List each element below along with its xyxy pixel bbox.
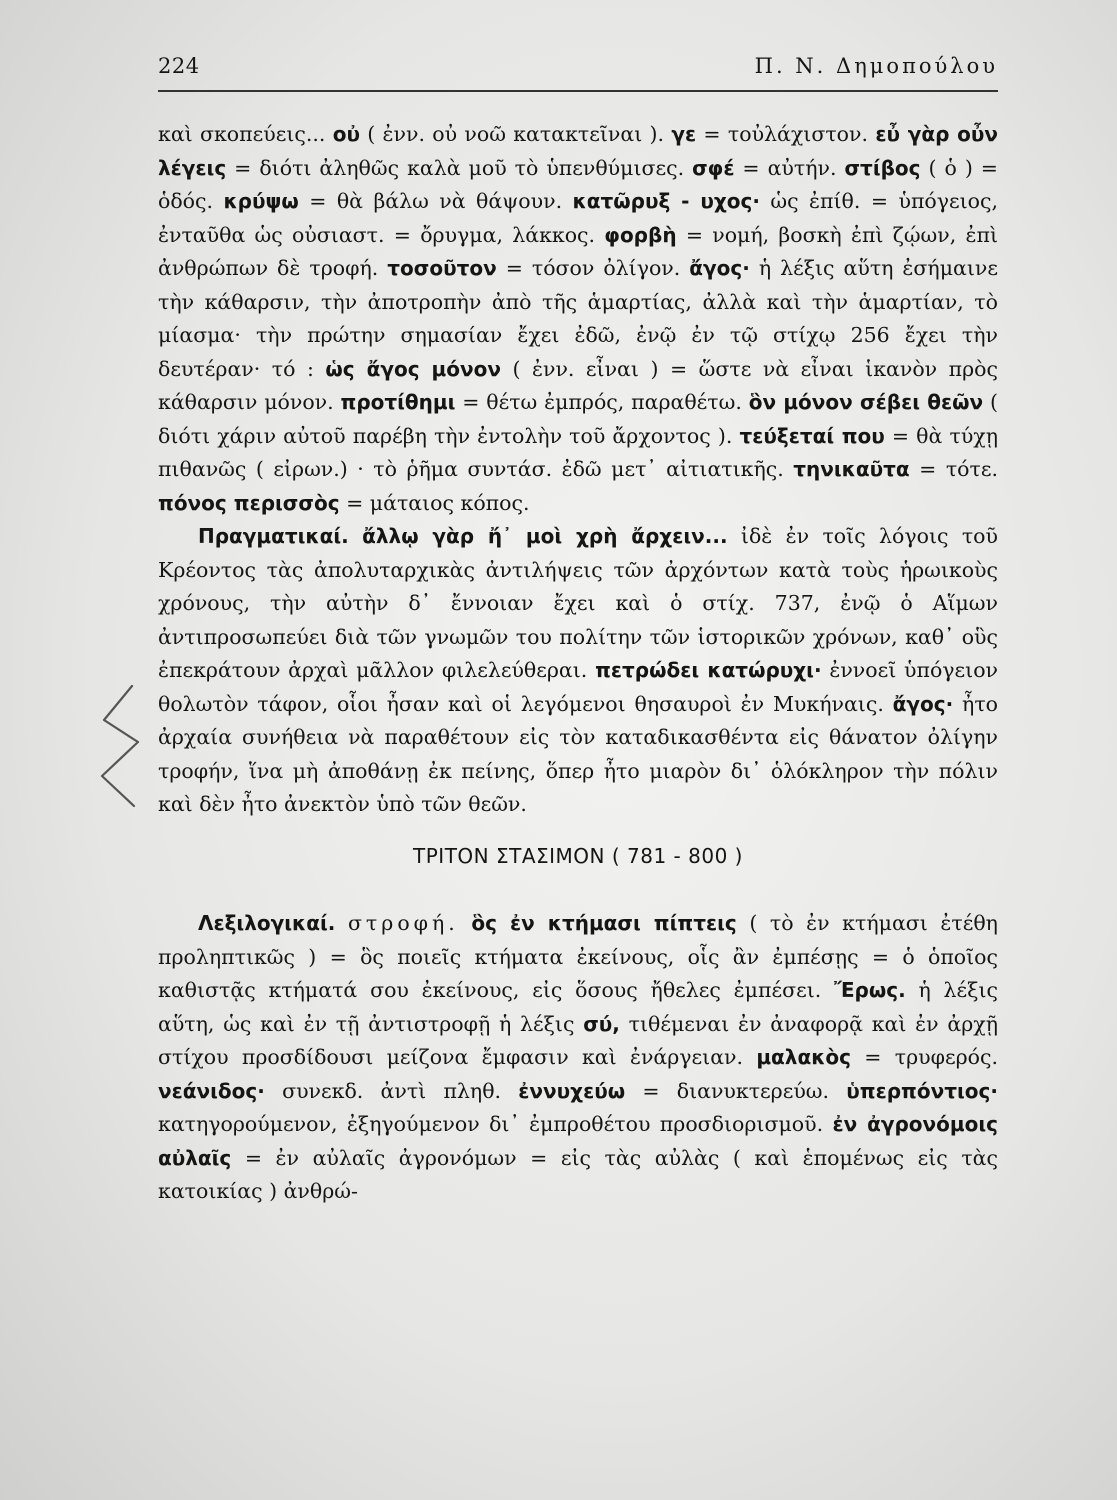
keyword: μαλακὸς <box>756 1045 852 1069</box>
keyword: πετρώδει κατώρυχι· <box>595 658 822 682</box>
keyword: ἐν ἀγρονόμοις αὐλαῖς <box>158 1112 999 1170</box>
text: τιθέμεναι ἐν ἀναφορᾷ καὶ ἐν ἀρχῇ στίχου προσδίδουσι μείζονα ἔμφασιν καὶ ἐνάργειαν. <box>158 1011 998 1069</box>
text: ( ἐνν. εἶναι ) = ὥστε νὰ εἶναι ἱκανὸν πρὸς κάθαρσιν μόνον. <box>158 356 998 414</box>
keyword: ὃν μόνον σέβει θεῶν <box>748 390 984 414</box>
text: ( διότι χάριν αὐτοῦ παρέβη τὴν ἐντολὴν τοῦ ἄρχοντος ). <box>158 390 998 448</box>
keyword: ἄγος· <box>892 691 954 716</box>
strophe-label: στροφή. <box>347 911 459 935</box>
text: = θὰ βάλω νὰ θάψουν. <box>298 189 573 213</box>
text: ( ἐνν. οὐ νοῶ κατακτεῖναι ). <box>359 122 672 146</box>
keyword: πόνος περισσὸς <box>158 490 340 515</box>
section-title: ΤΡΙΤΟΝ ΣΤΑΣΙΜΟΝ ( 781 - 800 ) <box>413 843 743 868</box>
keyword: προτίθημι <box>340 390 456 414</box>
keyword: ἄγος· <box>689 256 750 280</box>
text: ἰδὲ ἐν τοῖς λόγοις τοῦ Κρέοντος τὰς ἀπολυταρχικὰς ἀντιλήψεις τῶν ἀρχόντων κατὰ τοὺς ἡρωικοὺς χρόνους, τὴν αὐτὴν δ᾿ ἔννοιαν ἔχει καὶ ὁ στίχ. 737, ἐνῷ ὁ Αἵμων ἀντιπροσωπεύει διὰ τῶν γνωμῶν του πολίτην τῶν ἱστορικῶν χρόνων, καθ᾿ οὓς ἐπεκράτουν ἀρχαὶ μᾶλλον φιλελεύθεραι. <box>158 524 998 682</box>
text: = αὐτήν. <box>734 155 845 180</box>
text: = τοὐλάχιστον. <box>696 122 876 146</box>
keyword: ἐννυχεύω <box>518 1078 626 1103</box>
keyword: νεάνιδος· <box>158 1078 265 1103</box>
text: = τόσον ὀλίγον. <box>496 256 690 280</box>
keyword: Ἔρως. <box>834 978 906 1002</box>
paragraph-factual-notes <box>158 520 998 822</box>
handwritten-margin-mark <box>92 678 152 818</box>
text: ( ὁ ) = ὁδός. <box>158 155 998 213</box>
keyword: σύ, <box>583 1011 620 1036</box>
text: = διότι ἀληθῶς καλὰ μοῦ τὸ ὑπενθύμισες. <box>226 155 693 180</box>
keyword: ἄλλῳ γὰρ ἤ᾿ μοὶ χρὴ ἄρχειν... <box>362 524 728 548</box>
text: = μάταιος κόπος. <box>339 490 530 515</box>
text: ( τὸ ἐν κτήμασι ἐτέθη προληπτικῶς ) = ὃς ποιεῖς κτήματα ἐκείνους, οἷς ἂν ἐμπέσῃς = ὁ ὁποῖος καθιστᾷς κτήματά σου ἐκείνους, εἰς ὅσους ἤθελες ἐμπέσει. <box>158 911 998 1002</box>
text: ἡ λέξις αὕτη, ὡς καὶ ἐν τῇ ἀντιστροφῇ ἡ λέξις <box>158 978 998 1036</box>
text: ἡ λέξις αὕτη ἐσήμαινε τὴν κάθαρσιν, τὴν ἀποτροπὴν ἀπὸ τῆς ἁμαρτίας, ἀλλὰ καὶ τὴν ἁμαρτίαν, τὸ μίασμα· τὴν πρώτην σημασίαν ἔχει ἐδῶ, ἐνῷ ἐν τῷ στίχῳ 256 ἔχει τὴν δευτέραν· τό : <box>158 256 998 381</box>
text: = νομή, βοσκὴ ἐπὶ ζῴων, ἐπὶ ἀνθρώπων δὲ τροφή. <box>158 222 998 280</box>
keyword: γε <box>671 122 697 146</box>
text: ἦτο ἀρχαία συνήθεια νὰ παραθέτουν εἰς τὸν καταδικασθέντα εἰς θάνατον ὀλίγην τροφήν, ἵνα μὴ ἀποθάνῃ ἐκ πείνης, ὅπερ ἦτο μιαρὸν δι᾿ ὁλόκληρον τὴν πόλιν καὶ δὲν ἦτο ἀνεκτὸν ὑπὸ τῶν θεῶν. <box>158 691 998 816</box>
keyword: τηνικαῦτα <box>793 457 910 481</box>
running-header <box>158 54 998 86</box>
keyword: τεύξεταί που <box>739 423 885 448</box>
paragraph-lexical-notes <box>158 118 998 520</box>
running-author: Π. Ν. Δημοπούλου <box>754 54 998 78</box>
keyword: οὐ <box>332 122 360 146</box>
text: ὡς ἐπίθ. = ὑπόγειος, ἐνταῦθα ὡς οὐσιαστ. = ὄρυγμα, λάκκος. <box>158 189 999 247</box>
text: = θέτω ἐμπρός, παραθέτω. <box>455 390 749 414</box>
text: = θὰ τύχῃ πιθανῶς ( εἰρων.) · τὸ ῥῆμα συντάσ. ἐδῶ μετ᾿ αἰτιατικῆς. <box>158 423 998 481</box>
keyword: ὑπερπόντιος· <box>846 1078 998 1103</box>
text: = τότε. <box>909 457 998 481</box>
text: συνεκδ. ἀντὶ πληθ. <box>264 1078 519 1103</box>
keyword: ὃς ἐν κτήμασι πίπτεις <box>471 911 737 935</box>
page-number: 224 <box>158 54 200 78</box>
section-heading: Λεξιλογικαί. <box>198 911 336 935</box>
paragraph-third-stasimon-notes <box>158 907 998 1209</box>
section-heading: Πραγματικαί. <box>198 524 349 548</box>
keyword: τοσοῦτον <box>387 256 497 280</box>
keyword: σφέ <box>692 155 735 180</box>
keyword: φορβὴ <box>604 222 677 247</box>
text: ἐννοεῖ ὑπόγειον θολωτὸν τάφον, οἷοι ἦσαν καὶ οἱ λεγόμενοι θησαυροὶ ἐν Μυκήναις. <box>158 658 999 716</box>
text: = διανυκτερεύω. <box>625 1078 847 1103</box>
keyword: εὖ γὰρ οὖν λέγεις <box>158 122 998 180</box>
text: κατηγορούμενον, ἐξηγούμενον δι᾿ ἐμπροθέτου προσδιορισμοῦ. <box>158 1112 833 1136</box>
text: = ἐν αὐλαῖς ἀγρονόμων = εἰς τὰς αὐλὰς ( καὶ ἑπομένως εἰς τὰς κατοικίας ) ἀνθρώ- <box>158 1145 998 1203</box>
text: = τρυφερός. <box>851 1045 999 1069</box>
keyword: κατῶρυξ - υχος· <box>572 189 760 213</box>
header-rule <box>158 90 998 92</box>
keyword: στίβος <box>844 155 921 180</box>
page-body <box>158 118 998 1209</box>
text: καὶ σκοπεύεις... <box>158 122 333 146</box>
keyword: κρύψω <box>223 189 299 213</box>
keyword: ὡς ἄγος μόνον <box>325 356 501 381</box>
